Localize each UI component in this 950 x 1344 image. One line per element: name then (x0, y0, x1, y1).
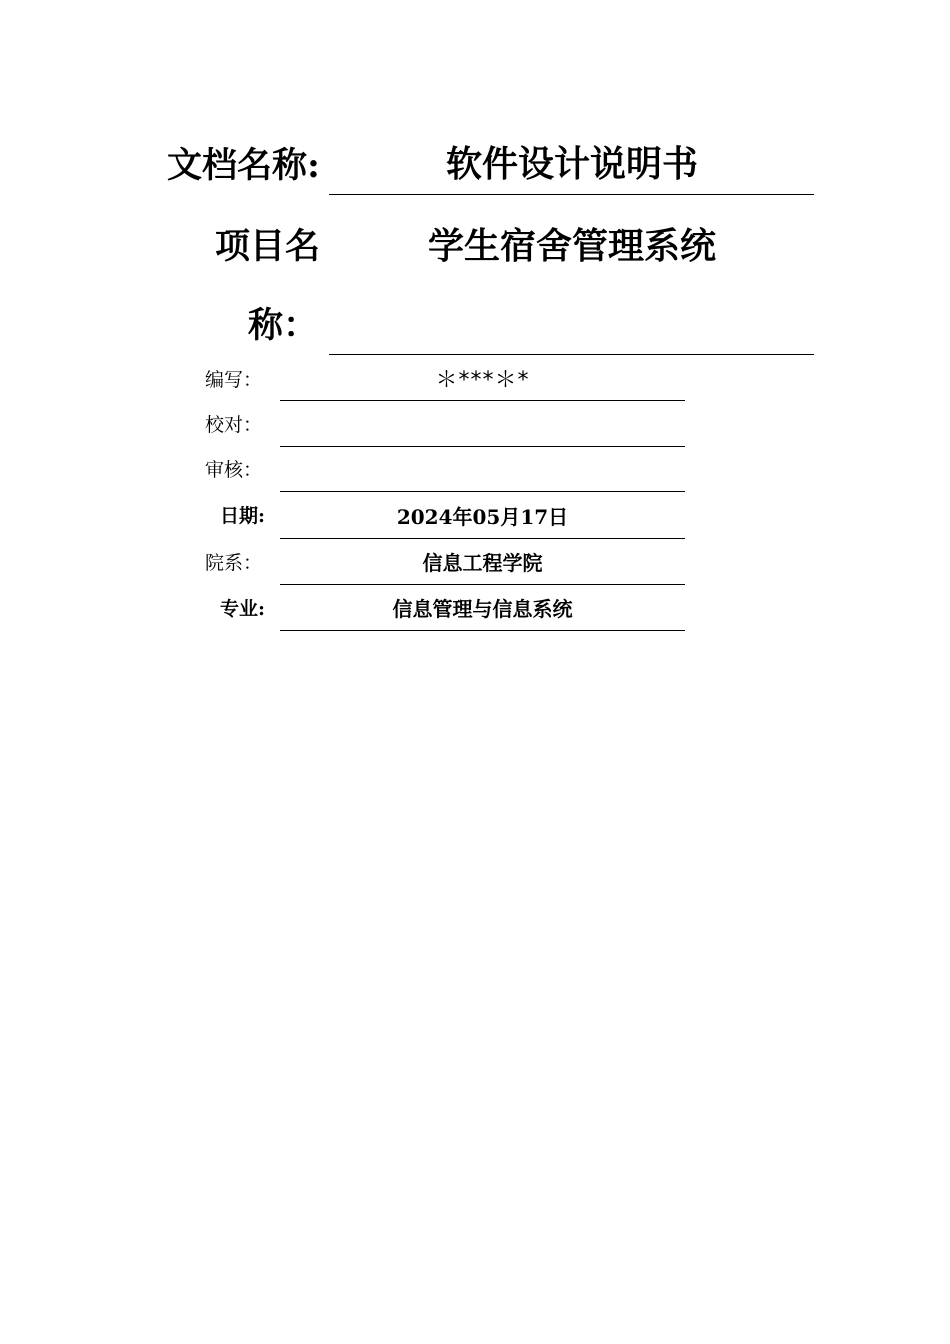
department-label: 院系： (205, 552, 263, 574)
department-value: 信息工程学院 (422, 551, 543, 575)
doc-name-underline (329, 194, 814, 195)
proofread-label: 校对： (205, 414, 263, 436)
review-underline (280, 491, 685, 492)
doc-name-label: 文档名称: (167, 145, 320, 186)
major-label: 专业: (220, 598, 266, 620)
author-value: ＊***＊* (435, 368, 530, 393)
project-name-underline (329, 354, 814, 355)
project-name-label-line1: 项目名 (215, 226, 321, 267)
author-underline (280, 400, 685, 401)
review-label: 审核： (205, 459, 263, 481)
major-value: 信息管理与信息系统 (392, 597, 573, 621)
date-underline (280, 538, 685, 539)
date-label: 日期: (220, 505, 266, 527)
doc-name-value: 软件设计说明书 (445, 143, 698, 185)
date-value: 2024年05月17日 (396, 505, 569, 529)
proofread-underline (280, 446, 685, 447)
department-underline (280, 584, 685, 585)
author-label: 编写： (205, 369, 263, 391)
project-name-value: 学生宿舍管理系统 (427, 225, 716, 267)
major-underline (280, 630, 685, 631)
project-name-label-line2: 称： (248, 305, 319, 346)
